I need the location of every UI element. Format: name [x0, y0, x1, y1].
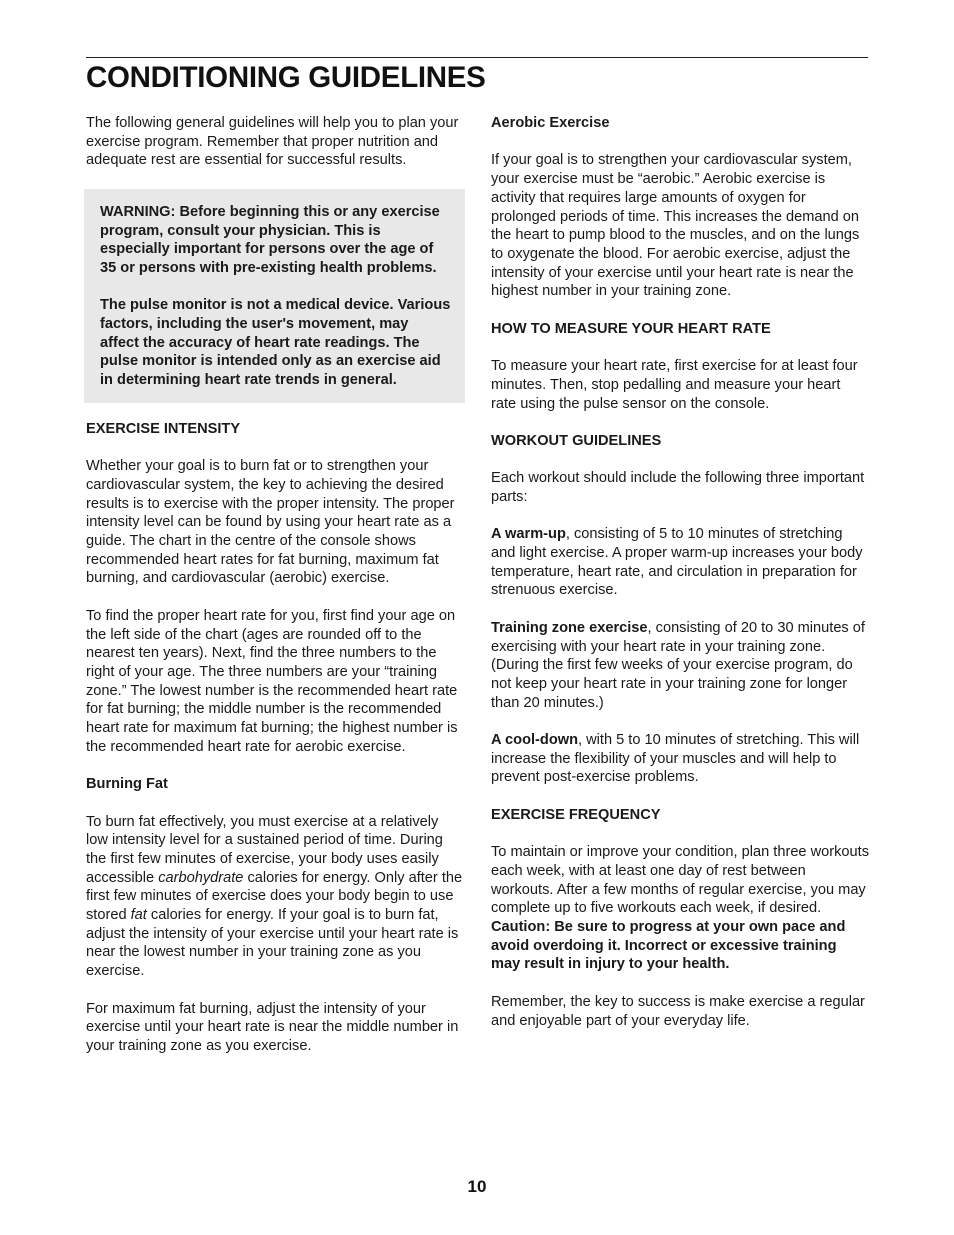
exercise-frequency-heading: EXERCISE FREQUENCY — [491, 806, 661, 823]
warning-physician: WARNING: Before beginning this or any exercise program, consult your physician. This is especially important for persons over the age of 35 or persons with pre-existing health problems. — [100, 203, 440, 276]
intro-paragraph: The following general guidelines will help you to plan your exercise program. Remember that proper nutrition and adequate rest are essential for successful results. — [86, 115, 459, 169]
warning-box — [84, 189, 465, 403]
intensity-paragraph-2: To find the proper heart rate for you, first find your age on the left side of the chart (ages are rounded off to the nearest ten years). Next, find the three numbers to the right of your age. The three numbers are your “training zone.” The lowest number is the recommended heart rate for fat burning; the middle number is the recommended heart rate for maximum fat burning; the highest number is the recommended heart rate for aerobic exercise. — [86, 607, 458, 755]
workout-intro-paragraph: Each workout should include the following three important parts: — [491, 470, 865, 505]
workout-guidelines-heading: WORKOUT GUIDELINES — [491, 432, 662, 449]
cool-down-paragraph: A cool-down, with 5 to 10 minutes of stretching. This will increase the flexibility of your muscles and will help to prevent post-exercise problems. — [491, 732, 860, 786]
closing-paragraph: Remember, the key to success is make exercise a regular and enjoyable part of your everyday life. — [491, 993, 865, 1029]
intensity-paragraph-1: Whether your goal is to burn fat or to strengthen your cardiovascular system, the key to achieving the desired results is to exercise with the proper intensity. The proper intensity level can be found by using your heart rate as a guide. The chart in the centre of the console shows recommended heart rates for fat burning, maximum fat burning, and cardiovascular (aerobic) exercise. — [86, 458, 455, 587]
measure-paragraph: To measure your heart rate, first exercise for at least four minutes. Then, stop pedalling and measure your heart rate using the pulse sensor on the console. — [491, 358, 858, 412]
page-title: CONDITIONING GUIDELINES — [86, 61, 486, 94]
frequency-paragraph: To maintain or improve your condition, plan three workouts each week, with at least one day of rest between workouts. After a few months of regular exercise, you may complete up to five workouts each week, if desired. Caution: Be sure to progress at your own pace and avoid overdoing it. Incorrect or excessive training may result in injury to your health. — [491, 844, 870, 973]
cool-down-label: A cool-down — [491, 732, 579, 749]
exercise-intensity-heading: EXERCISE INTENSITY — [86, 420, 241, 437]
right-column — [491, 114, 869, 1049]
measure-heart-rate-heading: HOW TO MEASURE YOUR HEART RATE — [491, 320, 771, 337]
burning-fat-paragraph-2: For maximum fat burning, adjust the intensity of your exercise until your heart rate is near the middle number in your training zone as you exercise. — [86, 1000, 459, 1054]
fat-emphasis: fat — [130, 907, 147, 924]
carbohydrate-emphasis: carbohydrate — [158, 869, 244, 886]
caution-text: Caution: Be sure to progress at your own pace and avoid overdoing it. Incorrect or excessive training may result in injury to your health. — [491, 919, 846, 973]
warning-pulse-monitor: The pulse monitor is not a medical device. Various factors, including the user's movement, may affect the accuracy of heart rate readings. The pulse monitor is intended only as an exercise aid in determining heart rate trends in general. — [100, 297, 451, 389]
page-number: 10 — [467, 1177, 487, 1196]
aerobic-exercise-heading: Aerobic Exercise — [491, 115, 610, 131]
training-zone-label: Training zone exercise — [491, 619, 648, 636]
aerobic-paragraph: If your goal is to strengthen your cardiovascular system, your exercise must be “aerobic.” Aerobic exercise is activity that requires large amounts of oxygen for prolonged periods of time. This increases the demand on the heart to pump blood to the muscles, and on the lungs to oxygenate the blood. For aerobic exercise, adjust the intensity of your exercise until your heart rate is near the highest number in your training zone. — [491, 152, 860, 300]
burning-fat-paragraph-1: To burn fat effectively, you must exercise at a relatively low intensity level for a sustained period of time. During the first few minutes of exercise, your body uses easily accessible carbohydrate calories for energy. Only after the first few minutes of exercise does your body begin to use stored fat calories for energy. If your goal is to burn fat, adjust the intensity of your exercise until your heart rate is near the lowest number in your training zone as you exercise. — [86, 813, 463, 980]
warm-up-label: A warm-up — [491, 526, 566, 543]
warm-up-paragraph: A warm-up, consisting of 5 to 10 minutes of stretching and light exercise. A proper warm-up increases your body temperature, heart rate, and circulation in preparation for strenuous exercise. — [491, 526, 863, 599]
burning-fat-heading: Burning Fat — [86, 776, 168, 793]
training-zone-paragraph: Training zone exercise, consisting of 20 to 30 minutes of exercising with your heart rate in your training zone. (During the first few weeks of your exercise program, do not keep your heart rate in your training zone for longer than 20 minutes.) — [491, 619, 865, 711]
left-column — [86, 114, 464, 1074]
